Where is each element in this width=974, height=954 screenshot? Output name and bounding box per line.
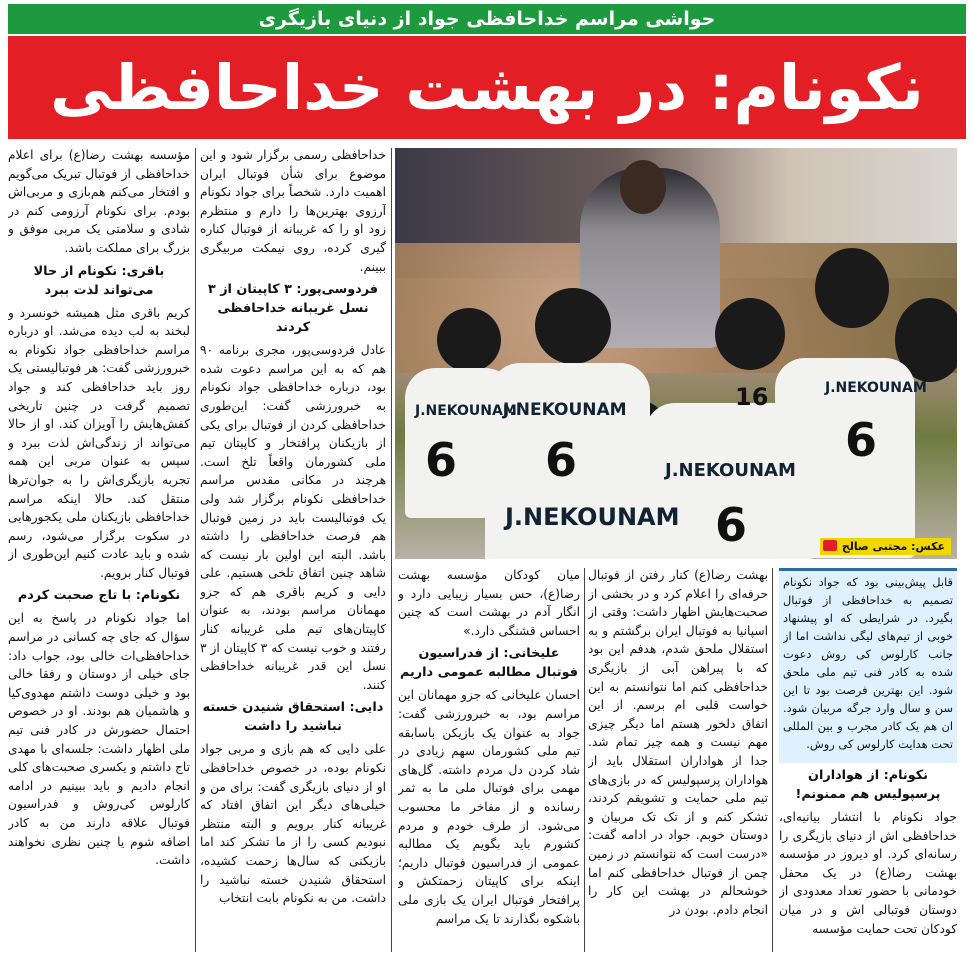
column-divider xyxy=(391,148,392,952)
column-divider xyxy=(772,568,773,952)
paragraph: اما جواد نکونام در پاسخ به این سؤال که جای چه کسانی در مراسم خداحافظی‌ات خالی بود، جواب داد: جای خیلی از دوستان و رفقا خالی بود و خیلی دوست داشتم مهدوی‌کیا و هاشمیان هم بودند. او در خصوص احتمال حضورش در کادر فنی تیم ملی اظهار داشت: جلسه‌ای با مهدی تاج داشتم و یکسری صحبت‌های کلی انجام دادیم و باید ببینیم در ادامه کارلوس کی‌روش و فدراسیون فوتبال علاقه دارند من به کادر اضافه شوم یا چنین نظری نخواهند داشت. xyxy=(8,611,190,868)
photo-credit xyxy=(820,538,951,555)
column-left-mid xyxy=(200,146,386,952)
camera-icon xyxy=(823,540,837,551)
photo-jersey-number: 6 xyxy=(715,498,748,552)
column-mid xyxy=(398,566,580,950)
photo-child-head xyxy=(715,298,785,370)
paragraph: علی دایی که هم بازی و مربی جواد نکونام بوده، در خصوص خداحافظی او از دنیای بازیگری گفت: برای من و خیلی‌های دیگر این اتفاق افتاد که غریبانه کنار برویم و البته منتظر نبودیم کسی را از ما تشکر کند اما بازیکنی که سال‌ها زحمت کشیده، استحقاق شنیدن خسته نباشید را داشت. من به نکونام بابت انتخاب xyxy=(200,742,386,906)
photo-child-head xyxy=(815,248,889,328)
subheading-ferdowsipour: فردوسی‌پور: ۳ کاپیتان از ۳ نسل غریبانه خداحافظی کردند xyxy=(207,282,379,336)
subheading-nekounam-perspolis: نکونام: از هواداران پرسپولیس هم ممنونم! xyxy=(795,768,941,802)
paragraph: خداحافظی رسمی برگزار شود و این موضوع برای شأن فوتبال ایران اهمیت دارد. شخصاً برای جواد نکونام آرزوی بهترین‌ها را دارم و منتظرم زود او را که غریبانه از فوتبال کناره گیری کرده، روی نیمکت مربیگری ببینم. xyxy=(200,148,386,274)
photo-player-head xyxy=(620,160,666,214)
photo-child-head xyxy=(535,288,611,364)
paragraph: میان کودکان مؤسسه بهشت رضا(ع)، حس بسیار زیبایی دارد و انگار آدم در بهشت است که چنین احساس قشنگی دارد.» xyxy=(398,568,580,638)
subheading-daei: دایی: استحقاق شنیدن خسته نباشید را داشت xyxy=(202,700,384,735)
kicker-text: حواشی مراسم خداحافظی جواد از دنیای بازیگری xyxy=(258,8,716,30)
photo-jersey-text: J.NEKOUNAM xyxy=(503,400,627,420)
subheading-taj: نکونام: با تاج صحبت کردم xyxy=(17,588,181,604)
photo-jersey-number: 6 xyxy=(425,433,458,487)
paragraph: کریم باقری مثل همیشه خونسرد و لبخند به لب دیده می‌شد. او درباره مراسم خداحافظی جواد نکونام به خبرورزشی گفت: هر فوتبالیستی یک روز باید خداحافظی کند و جواد تصمیم گرفت در چنین تاریخی کفش‌هایش را آویزان کند. او از حالا می‌تواند از زندگی‌اش لذت ببرد و سپس به عنوان مربی این همه تجربه بازیگری‌اش را به جوان‌ترها منتقل کند. حالا اینکه مراسم خداحافظی بازیکنان ملی یکجورهایی در سکوت برگزار می‌شود، رسم شده و باید عادت کنیم این‌طوری از فوتبال کنار برویم. xyxy=(8,305,190,580)
column-divider xyxy=(195,148,196,952)
photo-child-head xyxy=(437,308,501,372)
intro-box-text xyxy=(783,573,953,759)
photo-jersey-text: J.NEKOUNAM xyxy=(505,503,680,531)
headline-banner xyxy=(8,36,966,139)
photo-credit-text: عکس: مجتبی صالح xyxy=(841,540,945,553)
column-mid-right xyxy=(588,566,768,950)
paragraph: مؤسسه بهشت رضا(ع) برای اعلام خداحافظی از فوتبال تبریک می‌گویم و افتخار می‌کنم هم‌بازی و مربی‌اش بودم. برای نکونام آرزومی کنم در شادی و سلامتی یک مربی موفق و بزرگ برای مملکت باشد. xyxy=(8,148,190,255)
team-photo xyxy=(395,148,957,559)
paragraph: احسان علیخانی که جزو مهمانان این مراسم بود، به خبرورزشی گفت: جواد به عنوان یک بازیکن باسابقه تیم ملی کشورمان سهم زیادی در شاد کردن دل مردم داشته. گل‌های مهمی برای فوتبال ملی ما به ثمر رسانده و از مفاخر ما محسوب می‌شود. از طرف خودم و مردم کشورم باید بگویم یک مطالبه عمومی از فدراسیون فوتبال داریم؛ اینکه برای کاپیتان زحمتکش و پرافتخار فوتبال ایران یک بازی ملی باشکوه بگذارند تا یک مراسم xyxy=(398,688,580,926)
intro-box xyxy=(779,568,957,763)
intro-box-paragraph: قابل پیش‌بینی بود که جواد نکونام تصمیم به خداحافظی از فوتبال بگیرد. در شرایطی که او پیشنهاد خوبی از تیم‌های لیگی نداشت اما از جانب کارلوس کی روش دعوت شده به کادر فنی تیم ملی ملحق شود. این بهترین فرصت بود تا این سن و سال وارد جرگه مربیان شود. ان هم یک کادر مجرب و بین المللی تحت هدایت کارلوس کی روش. xyxy=(783,575,953,751)
photo-jersey-text: J.NEKOUNAM xyxy=(825,380,927,396)
column-far-right xyxy=(779,762,957,950)
column-left xyxy=(8,146,190,952)
paragraph: جواد نکونام با انتشار بیانیه‌ای، خداحافظی اش از دنیای بازیگری را رسانه‌ای کرد. او دیروز در مؤسسه بهشت رضا(ع) در یک محفل خودمانی با حضور تعداد معدودی از دوستان فوتبالی اش و در میان کودکان تحت حمایت مؤسسه xyxy=(779,810,957,936)
column-divider xyxy=(584,568,585,952)
subheading-alikhani: علیخانی: از فدراسیون فوتبال مطالبه عمومی داریم xyxy=(399,646,579,681)
photo-jersey-text: J.NEKOUNAM xyxy=(665,460,796,481)
paragraph: عادل فردوسی‌پور، مجری برنامه ۹۰ هم که به این مراسم دعوت شده بود، درباره خداحافظی جواد نکونام به خبرورزشی گفت: این‌طوری خداحافظی کردن از فوتبال برای یکی از بازیکنان پرافتخار و کاپیتان تیم ملی کشورمان واقعاً تلخ است. هرچند در مکانی مقدس مراسم خداحافظی نکونام برگزار شد ولی یک فوتبالیست باید در زمین فوتبال هم فرصت خداحافظی را داشته باشد. البته این اولین بار نیست که شاهد چنین اتفاق تلخی هستیم. علی دایی و کریم باقری هم که جزو مهمانان مراسم بودند، به عنوان کاپیتان‌های تیم ملی غریبانه کنار رفتند و خوب نیست که ۳ کاپیتان از ۳ نسل این قدر غریبانه خداحافظی کنند. xyxy=(200,343,386,692)
photo-jersey-number: 16 xyxy=(735,383,769,411)
photo-jersey-text: J.NEKOUNAM xyxy=(415,403,517,419)
subheading-bagheri: باقری: نکونام از حالا می‌تواند لذت ببرد xyxy=(33,263,165,298)
photo-jersey-number: 6 xyxy=(845,413,878,467)
photo-jersey-number: 6 xyxy=(545,433,578,487)
headline-text: نکونام: در بهشت خداحافظی xyxy=(50,51,924,124)
kicker-banner xyxy=(8,4,966,34)
paragraph: بهشت رضا(ع) کنار رفتن از فوتبال حرفه‌ای را اعلام کرد و در بخشی از صحبت‌هایش اظهار داشت: وقتی از اسپانیا به فوتبال ایران برگشتم و به استقلال ملحق شدم، هدفم این بود که با پیراهن آبی از بازیگری خداحافظی کنم اما نتوانستم به این خواست قلبی ام برسم. از این اتفاق دلخور هستم اما دیگر چیزی مهم نیست و همه چیز تمام شد. جدا از هواداران استقلال باید از هواداران پرسپولیس که در بازی‌های تیم ملی حمایت و تشویقم کردند، تشکر کنم و از تک تک مربیان و دوستان خوبم. جواد در ادامه گفت: «درست است که نتوانستم در زمین چمن از فوتبال خداحافظی کنم اما خوشحالم در بهشت این کار را انجام دادم. بودن در xyxy=(588,568,768,917)
